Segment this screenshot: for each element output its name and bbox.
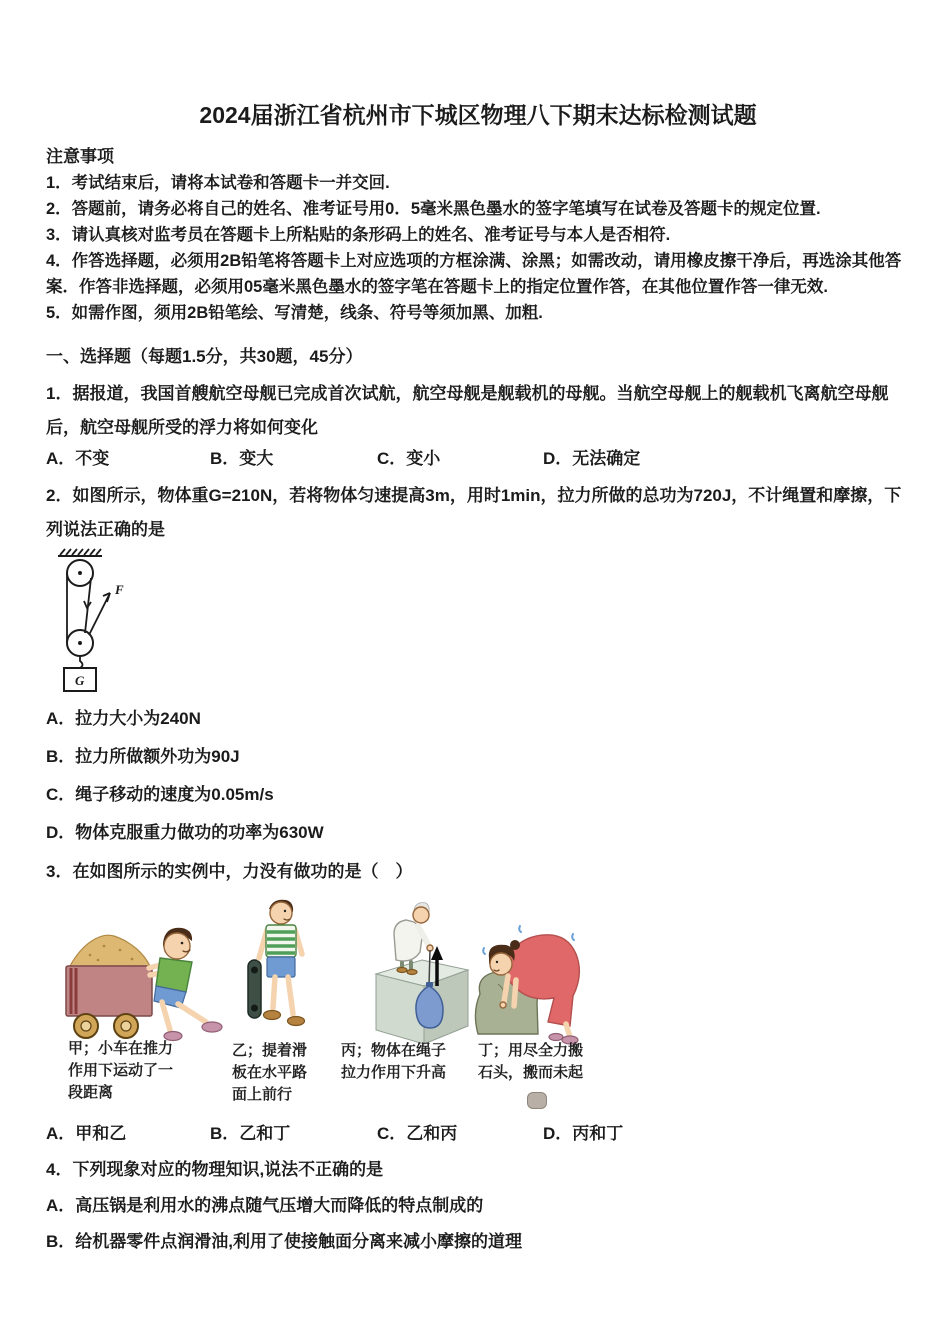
caption-jia-line-2: 作用下运动了一 (68, 1062, 174, 1079)
caption-bing (341, 1040, 446, 1084)
caption-ding (478, 1040, 583, 1084)
caption-ding-line-1: 丁；用尽全力搬 (478, 1042, 584, 1059)
question-2-options (46, 706, 910, 845)
q2-option-c: C．绳子移动的速度为0.05m/s (46, 785, 274, 804)
scientist-lifting-object-illustration (372, 894, 472, 1046)
caption-jia-line-3: 段距离 (68, 1084, 114, 1101)
force-label: F (115, 582, 124, 597)
q1-option-d: D．无法确定 (543, 449, 641, 468)
q3-option-c: C．乙和丙 (377, 1124, 458, 1143)
question-3-text: 3．在如图所示的实例中，力没有做功的是（ ） (46, 862, 413, 881)
caption-ding-line-2: 石头，搬而未起 (478, 1064, 584, 1081)
ceiling-hatch-icon (58, 549, 102, 556)
fixed-pulley-icon (67, 560, 93, 586)
caption-yi-line-1: 乙；提着滑 (232, 1042, 308, 1059)
q1-option-c: C．变小 (377, 449, 441, 468)
hook-icon (80, 656, 83, 668)
q4-option-b: B．给机器零件点润滑油,利用了使接触面分离来减小摩擦的道理 (46, 1232, 522, 1251)
question-1-text: 1．据报道，我国首艘航空母舰已完成首次试航，航空母舰是舰载机的母舰。当航空母舰上的舰载机飞离航空母舰后，航空母舰所受的浮力将如何变化 (46, 384, 889, 437)
question-3-figure-strip (46, 886, 910, 1120)
q1-option-a: A．不变 (46, 449, 110, 468)
caption-bing-line-1: 丙；物体在绳子 (341, 1042, 447, 1059)
notice-item-4: 4．作答选择题，必须用2B铅笔将答题卡上对应选项的方框涂满、涂黑；如需改动，请用橡皮擦干净后，再选涂其他答案．作答非选择题，必须用05毫米黑色墨水的签字笔在答题卡上的指定位置作答，在其他位置作答一律无效. (46, 252, 902, 296)
caption-jia (68, 1038, 173, 1104)
q4-option-a: A．高压锅是利用水的沸点随气压增大而降低的特点制成的 (46, 1196, 484, 1215)
caption-yi-line-3: 面上前行 (232, 1086, 293, 1103)
pulley-system-figure (54, 547, 134, 693)
q1-option-b: B．变大 (210, 449, 274, 468)
force-arrow-icon (89, 593, 110, 635)
question-2-text: 2．如图所示，物体重G=210N，若将物体匀速提高3m，用时1min，拉力所做的总功为720J，不计绳置和摩擦，下列说法正确的是 (46, 486, 902, 539)
caption-bing-line-2: 拉力作用下升高 (341, 1064, 447, 1081)
q3-option-b: B．乙和丁 (210, 1124, 291, 1143)
notice-item-1: 1．考试结束后，请将本试卷和答题卡一并交回. (46, 174, 390, 192)
section-heading-choice-questions: 一、选择题（每题1.5分，共30题，45分） (46, 347, 363, 366)
question-3-options (46, 1121, 910, 1147)
notice-item-2: 2．答题前，请务必将自己的姓名、准考证号用0．5毫米黑色墨水的签字笔填写在试卷及答题卡的规定位置. (46, 200, 821, 218)
q3-option-d: D．丙和丁 (543, 1124, 624, 1143)
notice-item-3: 3．请认真核对监考员在答题卡上所粘贴的条形码上的姓名、准考证号与本人是否相符. (46, 226, 671, 244)
q2-option-a: A．拉力大小为240N (46, 709, 201, 728)
cart-pushing-illustration (60, 902, 232, 1050)
notice-heading: 注意事项 (46, 147, 114, 166)
caption-yi (232, 1040, 307, 1106)
q3-option-a: A．甲和乙 (46, 1124, 127, 1143)
woman-lifting-stone-illustration (470, 914, 588, 1046)
weight-label: G (75, 673, 85, 688)
question-4-options (46, 1193, 910, 1255)
partial-figure-fragment (527, 1092, 547, 1109)
caption-jia-line-1: 甲；小车在推力 (68, 1040, 174, 1057)
notice-item-5: 5．如需作图，须用2B铅笔绘、写清楚，线条、符号等须加黑、加粗. (46, 304, 543, 322)
q2-option-d: D．物体克服重力做功的功率为630W (46, 823, 324, 842)
boy-carrying-skateboard-illustration (242, 896, 318, 1051)
boy-pushing-cart (149, 928, 222, 1041)
q2-option-b: B．拉力所做额外功为90J (46, 747, 240, 766)
question-4-text: 4．下列现象对应的物理知识,说法不正确的是 (46, 1160, 384, 1179)
question-1-options (46, 446, 910, 472)
page-title: 2024届浙江省杭州市下城区物理八下期末达标检测试题 (199, 102, 757, 128)
caption-yi-line-2: 板在水平路 (232, 1064, 308, 1081)
